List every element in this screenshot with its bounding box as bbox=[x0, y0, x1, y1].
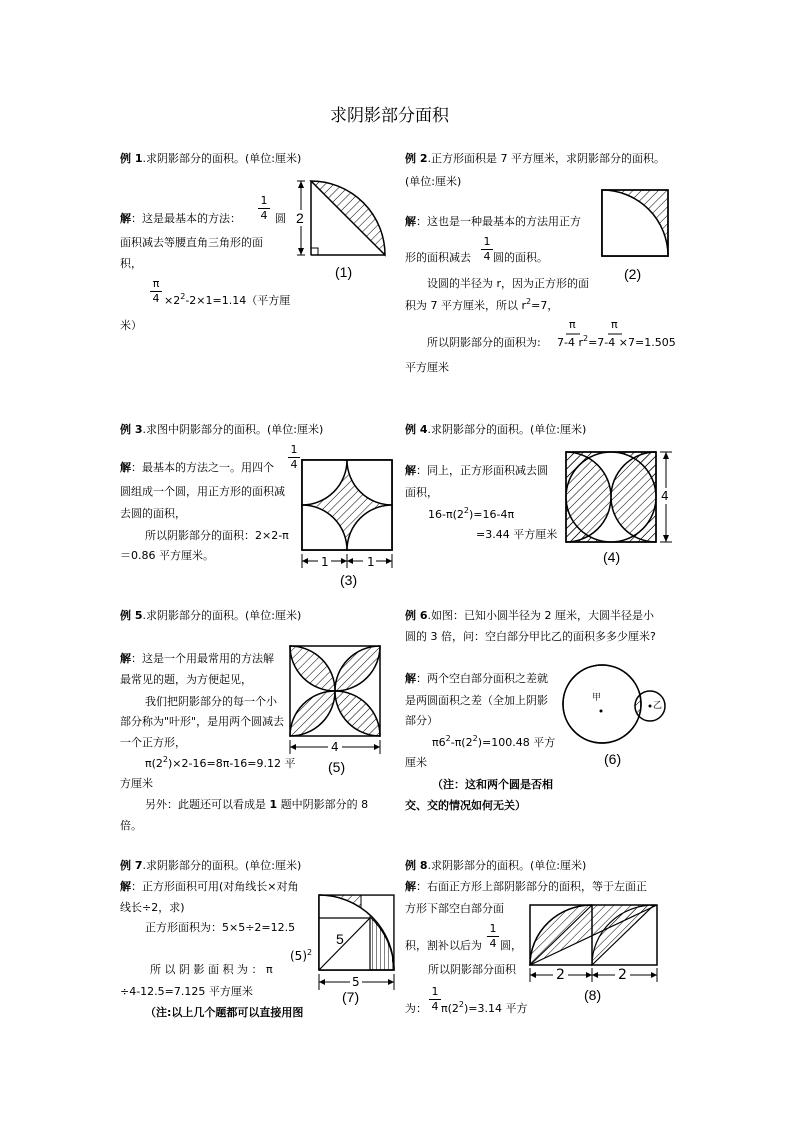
ex2-line3: 设圆的半径为 r，因为正方形的面 bbox=[427, 277, 590, 290]
ex8-line3: 积，割补以后为 bbox=[405, 939, 482, 952]
ex5-line9: 倍。 bbox=[120, 819, 142, 832]
ex5-line4: 部分称为"叶形"，是用两个圆减去 bbox=[120, 715, 285, 728]
ex4-line3: $16-\pi(2^2)=16-4\pi$ bbox=[428, 506, 515, 521]
ex6-line1: 解：两个空白部分面积之差就 bbox=[405, 672, 548, 685]
ex3-dim1: 1 bbox=[321, 555, 329, 569]
ex7-side-label: 5 bbox=[352, 975, 360, 989]
ex7-line3: 正方形面积为：5×5÷2=12.5 bbox=[145, 921, 296, 934]
ex8-line4: 所以阴影部分面积 bbox=[428, 963, 516, 976]
ex5-line2: 最常见的题，为方便起见， bbox=[120, 673, 252, 686]
ex2-unit: (单位:厘米) bbox=[405, 175, 462, 188]
ex7-diagonal-label: 5 bbox=[336, 931, 344, 947]
ex7-line4-sq: $(5)^2$ bbox=[290, 948, 313, 963]
ex2-line1: 解：这也是一种最基本的方法用正方 bbox=[405, 215, 581, 228]
ex2-pi1: π bbox=[569, 318, 576, 331]
ex6-line3: 部分） bbox=[405, 714, 438, 727]
ex2-fraction: 1 4 bbox=[481, 236, 493, 262]
ex3-line4: 所以阴影部分的面积：2×2-π bbox=[145, 529, 289, 542]
ex2-line6: 平方厘米 bbox=[405, 361, 449, 374]
ex5-line6: $\pi(2^2)\times 2-16=8\pi-16=9.12$ 平 bbox=[145, 755, 296, 770]
ex6-heading-2: 圆的 3 倍，问：空白部分甲比乙的面积多多少厘米? bbox=[405, 630, 656, 643]
ex1-line1-end: 圆 bbox=[275, 212, 286, 225]
ex8-line5-calc: $\pi(2^2)=3.14$ 平方 bbox=[441, 1000, 528, 1015]
ex3-figure-label: (3) bbox=[340, 572, 358, 588]
ex1-line5: 米） bbox=[120, 319, 142, 332]
ex1-side-label: 2 bbox=[296, 210, 304, 226]
ex6-yi-label: 乙 bbox=[653, 701, 663, 711]
ex5-line8: 另外：此题还可以看成是 1 题中阴影部分的 8 bbox=[145, 798, 369, 811]
ex2-heading: 例 2.正方形面积是 7 平方厘米，求阴影部分的面积。 bbox=[405, 152, 665, 165]
ex6-note1: （注：这和两个圆是否相 bbox=[432, 778, 553, 791]
ex6-heading: 例 6.如图：已知小圆半径为 2 厘米，大圆半径是小 bbox=[405, 609, 654, 622]
ex7-line4: 所 以 阴 影 面 积 为 ： π bbox=[150, 963, 273, 976]
ex7-line2: 线长÷2，求) bbox=[120, 901, 185, 914]
ex6-jia-label: 甲 bbox=[592, 693, 602, 703]
ex2-line4: 积为 7 平方厘米，所以 $r^2=7$， bbox=[405, 297, 559, 312]
ex7-line1: 解：正方形面积可用(对角线长×对角 bbox=[120, 880, 299, 893]
ex1-line1: 解：这是最基本的方法： bbox=[120, 212, 241, 225]
ex4-line2: 面积， bbox=[405, 486, 438, 499]
page-title: 求阴影部分面积 bbox=[330, 106, 449, 126]
ex5-line5: 一个正方形， bbox=[120, 736, 186, 749]
ex8-figure-label: (8) bbox=[584, 987, 602, 1003]
ex6-note2: 交、交的情况如何无关） bbox=[405, 799, 526, 812]
ex3-line5: ＝0.86 平方厘米。 bbox=[120, 549, 214, 562]
ex8-fraction-2: 1 4 bbox=[429, 986, 441, 1012]
ex7-line5: ÷4-12.5=7.125 平方厘米 bbox=[120, 985, 253, 998]
ex1-line3: 积， bbox=[120, 257, 142, 270]
ex5-heading: 例 5.求阴影部分的面积。(单位:厘米) bbox=[120, 609, 302, 622]
ex1-heading: 例 1.求阴影部分的面积。(单位:厘米) bbox=[120, 152, 302, 165]
ex7-note: （注:以上几个题都可以直接用图 bbox=[145, 1006, 304, 1019]
ex5-line3: 我们把阴影部分的每一个小 bbox=[145, 695, 277, 708]
ex1-calc: $\times 2^2-2\times 1=1.14$（平方厘 bbox=[164, 292, 291, 307]
ex8-line3-end: 圆， bbox=[500, 939, 522, 952]
ex3-dim2: 1 bbox=[367, 555, 375, 569]
ex4-line1: 解：同上，正方形面积减去圆 bbox=[405, 464, 548, 477]
ex8-line5: 为： bbox=[405, 1002, 427, 1015]
ex1-line2: 面积减去等腰直角三角形的面 bbox=[120, 236, 263, 249]
ex8-dim1: 2 bbox=[556, 967, 565, 983]
ex3-fraction: 1 4 bbox=[288, 444, 300, 470]
ex6-line4: $\pi 6^2-\pi(2^2)=100.48$ 平方 bbox=[432, 734, 556, 749]
ex8-figure bbox=[0, 0, 300, 150]
ex4-heading: 例 4.求阴影部分的面积。(单位:厘米) bbox=[405, 423, 587, 436]
ex1-pi-fraction: π 4 bbox=[150, 278, 162, 304]
ex8-line1: 解：右面正方形上部阴影部分的面积，等于左面正 bbox=[405, 880, 647, 893]
ex8-line2: 方形下部空白部分面 bbox=[405, 902, 504, 915]
ex1-fraction: 1 4 bbox=[258, 195, 270, 221]
ex5-line7: 方厘米 bbox=[120, 777, 153, 790]
ex7-heading: 例 7.求阴影部分的面积。(单位:厘米) bbox=[120, 859, 302, 872]
ex5-line1: 解：这是一个用最常用的方法解 bbox=[120, 652, 274, 665]
ex2-figure-label: (2) bbox=[624, 266, 642, 282]
ex3-line3: 去圆的面积， bbox=[120, 507, 186, 520]
ex4-side-label: 4 bbox=[661, 489, 669, 503]
ex7-figure-label: (7) bbox=[342, 989, 360, 1005]
ex8-heading: 例 8.求阴影部分的面积。(单位:厘米) bbox=[405, 859, 587, 872]
ex4-line4: =3.44 平方厘米 bbox=[476, 528, 558, 541]
ex2-line2: 形的面积减去 bbox=[405, 251, 471, 264]
ex3-line1: 解：最基本的方法之一。用四个 bbox=[120, 461, 274, 474]
ex2-line5: 所以阴影部分的面积为: bbox=[427, 336, 541, 349]
ex6-line5: 厘米 bbox=[405, 756, 427, 769]
ex6-line2: 是两圆面积之差（全加上阴影 bbox=[405, 694, 548, 707]
ex8-dim2: 2 bbox=[618, 967, 627, 983]
ex5-figure-label: (5) bbox=[328, 759, 346, 775]
ex4-figure-label: (4) bbox=[603, 549, 621, 565]
ex5-side-label: 4 bbox=[331, 740, 339, 754]
ex8-fraction: 1 4 bbox=[487, 923, 499, 949]
ex3-line2: 圆组成一个圆，用正方形的面积减 bbox=[120, 485, 285, 498]
ex3-heading: 例 3.求图中阴影部分的面积。(单位:厘米) bbox=[120, 423, 324, 436]
ex6-figure-label: (6) bbox=[604, 751, 622, 767]
ex2-line2-end: 圆的面积。 bbox=[493, 251, 548, 264]
ex1-figure-label: (1) bbox=[335, 264, 353, 280]
ex2-calc: 7-4 $r^2=7-4 \times 7=1.505$ bbox=[557, 334, 676, 349]
ex2-pi2: π bbox=[611, 318, 618, 331]
